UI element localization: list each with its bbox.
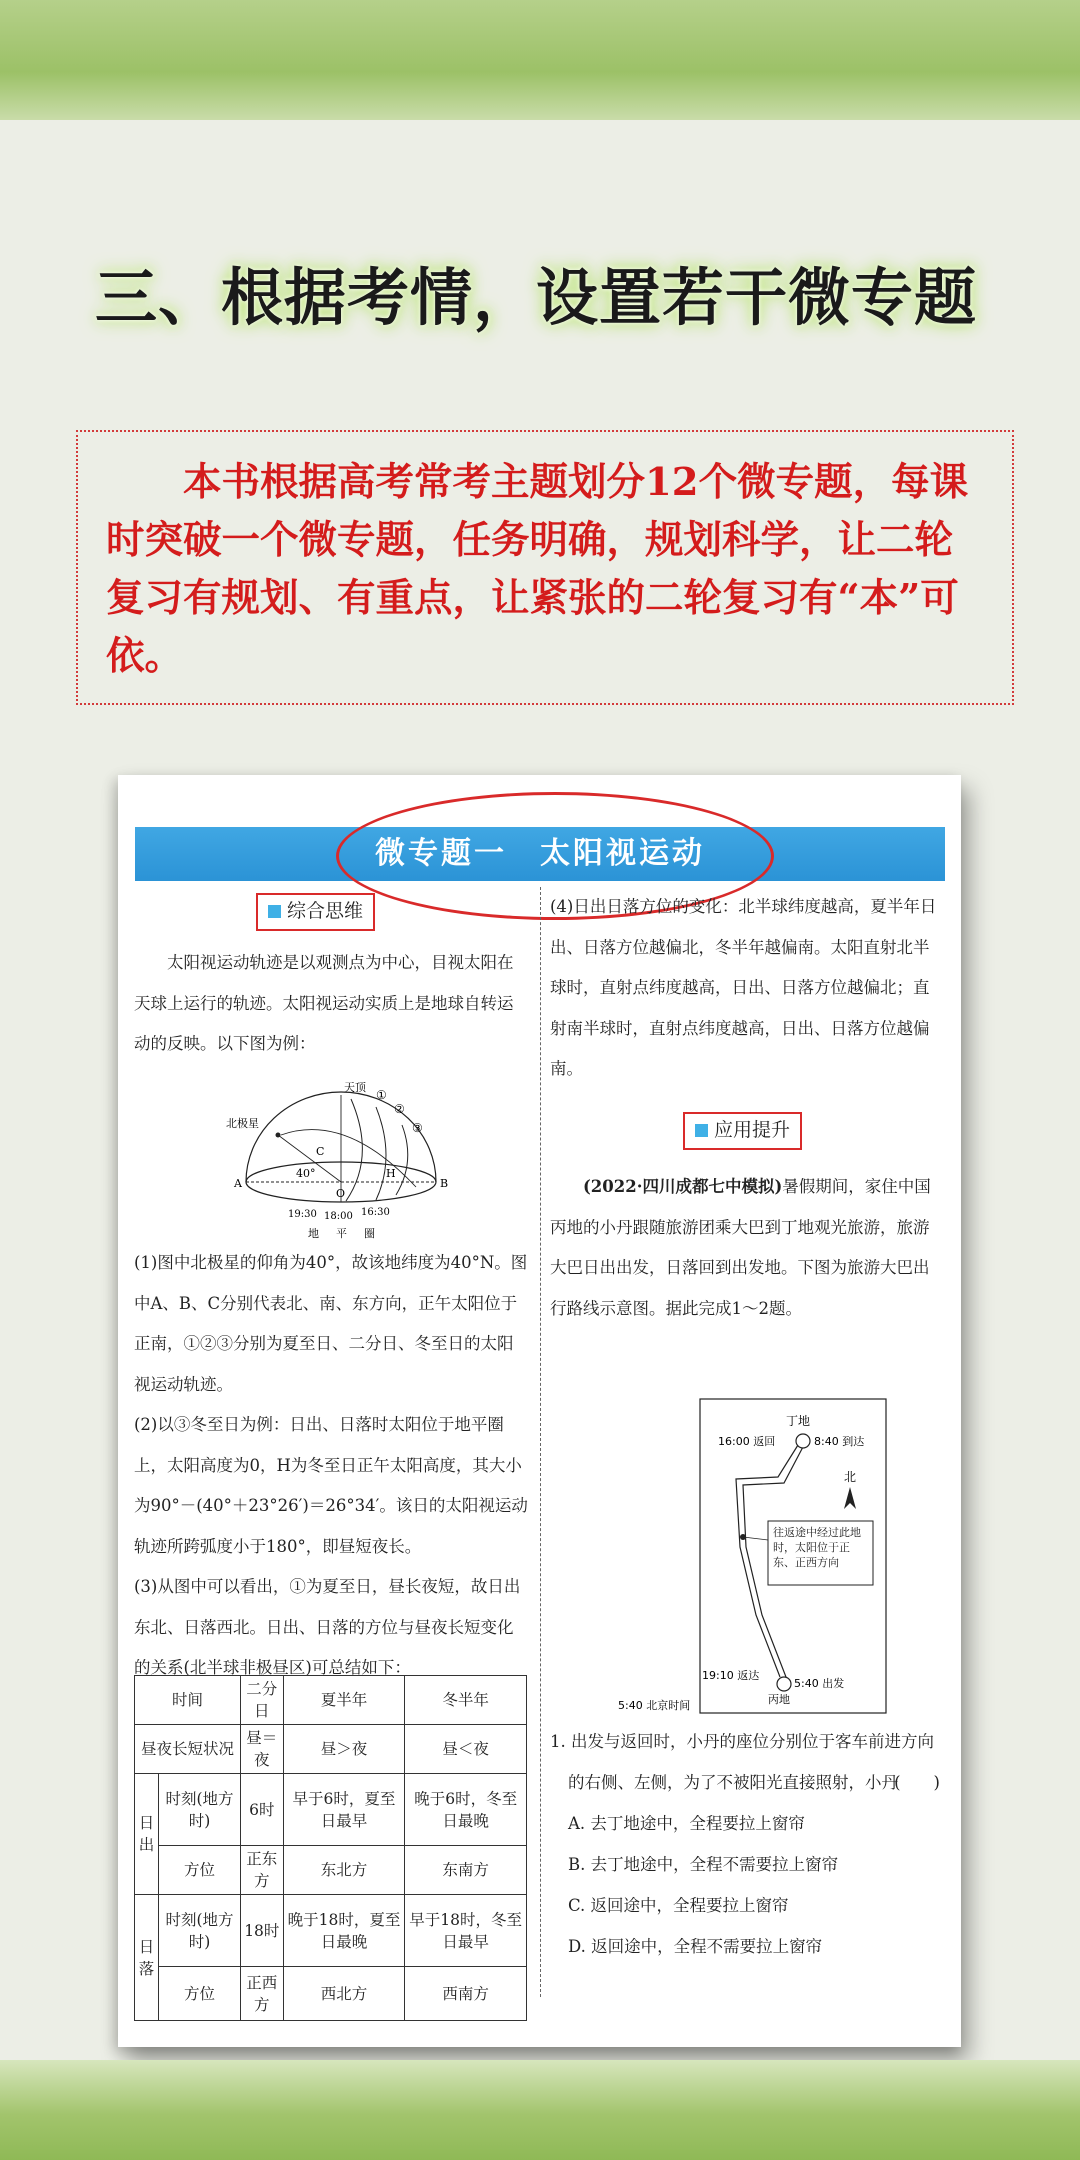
- question-stem: 1. 出发与返回时，小丹的座位分别位于客车前进方向的右侧、左侧，为了不被阳光直接照射，小丹: [550, 1732, 934, 1792]
- table-cell: 日出: [135, 1774, 159, 1895]
- horizon-label: 地 平 圈: [308, 1227, 378, 1240]
- topic-banner: 微专题一 太阳视运动: [135, 827, 945, 881]
- table-row: [135, 1676, 527, 1725]
- circle-2: ②: [394, 1102, 405, 1116]
- tag-application-label: 应用提升: [714, 1119, 791, 1141]
- arrive-time-label: 8:40 到达: [814, 1435, 865, 1448]
- table-cell: 昼＜夜: [405, 1725, 527, 1774]
- sunrise-sunset-table: [134, 1675, 527, 2021]
- point-h: H: [386, 1167, 396, 1180]
- sun-path-figure: [226, 1077, 466, 1242]
- table-cell: 时间: [135, 1676, 241, 1725]
- tag-application: [683, 1112, 802, 1150]
- table-cell: 冬半年: [405, 1676, 527, 1725]
- point-c: C: [316, 1145, 325, 1158]
- table-row: [135, 1846, 527, 1895]
- intro-text: 本书根据高考常考主题划分12个微专题，每课时突破一个微专题，任务明确，规划科学，让二轮复习有规划、有重点，让紧张的二轮复习有“本”可依。: [106, 460, 969, 679]
- north-label: 北: [844, 1470, 857, 1484]
- return-arrive-label: 19:10 返达: [702, 1669, 760, 1682]
- bottom-green-band: [0, 2060, 1080, 2160]
- table-cell: 东北方: [283, 1846, 405, 1895]
- book-page-sample: [118, 775, 961, 2047]
- right-para-2: [550, 1167, 943, 1329]
- time-1800: 18:00: [324, 1211, 353, 1222]
- table-cell: 昼＞夜: [283, 1725, 405, 1774]
- headline: 三、根据考情，设置若干微专题: [95, 261, 978, 334]
- table-cell: 晚于6时，冬至日最晚: [405, 1774, 527, 1846]
- table-cell: 18时: [241, 1895, 284, 1967]
- point-a: A: [234, 1177, 242, 1190]
- polaris-label: 北极星: [226, 1117, 259, 1130]
- zenith-label: 天顶: [344, 1081, 366, 1094]
- route-note-text: 往返途中经过此地时，太阳位于正东、正西方向: [773, 1526, 861, 1569]
- table-cell: 方位: [159, 1846, 241, 1895]
- table-cell: 东南方: [405, 1846, 527, 1895]
- table-cell: 6时: [241, 1774, 284, 1846]
- route-figure: [618, 1397, 928, 1717]
- point-o: O: [336, 1187, 346, 1200]
- table-cell: 二分日: [241, 1676, 284, 1725]
- intro-box: [76, 430, 1014, 705]
- table-cell: 昼夜长短状况: [135, 1725, 241, 1774]
- route-note: [770, 1523, 872, 1585]
- top-green-band: [0, 0, 1080, 120]
- left-para-2: [134, 1243, 529, 1689]
- column-divider: [540, 887, 541, 1997]
- ding-label: 丁地: [786, 1414, 811, 1428]
- square-icon: [268, 905, 281, 918]
- left-para-1-text: 太阳视运动轨迹是以观测点为中心，目视太阳在天球上运行的轨迹。太阳视运动实质上是地球自转运动的反映。以下图为例：: [134, 953, 514, 1053]
- table-cell: 夏半年: [283, 1676, 405, 1725]
- table-cell: 晚于18时，夏至日最晚: [283, 1895, 405, 1967]
- option-a: A. 去丁地途中，全程要拉上窗帘: [568, 1814, 805, 1833]
- right-para-1-text: (4)日出日落方位的变化：北半球纬度越高，夏半年日出、日落方位越偏北，冬半年越偏南。太阳直射北半球时，直射点纬度越高，日出、日落方位越偏北；直射南半球时，直射点纬度越高，日出、日落方位越偏南。: [550, 897, 937, 1078]
- table-cell: 时刻(地方时): [159, 1895, 241, 1967]
- left-para-4-text: (3)从图中可以看出，①为夏至日，昼长夜短，故日出东北、日落西北。日出、日落的方位与昼夜长短变化的关系(北半球非极昼区)可总结如下：: [134, 1577, 521, 1677]
- tag-comprehensive: [256, 893, 375, 931]
- table-cell: 西南方: [405, 1967, 527, 2021]
- point-b: B: [440, 1177, 449, 1190]
- source-label: (2022·四川成都七中模拟): [583, 1177, 783, 1196]
- left-para-2-text: (1)图中北极星的仰角为40°，故该地纬度为40°N。图中A、B、C分别代表北、南、东方向，正午太阳位于正南，①②③分别为夏至日、二分日、冬至日的太阳视运动轨迹。: [134, 1253, 528, 1394]
- left-para-3-text: (2)以③冬至日为例：日出、日落时太阳位于地平圈上，太阳高度为0，H为冬至日正午太阳高度，其大小为90°－(40°＋23°26′)＝26°34′。该日的太阳视运动轨迹所跨弧度小于180°，即昼短夜长。: [134, 1415, 528, 1556]
- table-cell: 西北方: [283, 1967, 405, 2021]
- answer-bracket: ( ): [894, 1773, 940, 1792]
- table-cell: 昼＝夜: [241, 1725, 284, 1774]
- table-row: [135, 1725, 527, 1774]
- table-cell: 早于6时，夏至日最早: [283, 1774, 405, 1846]
- table-cell: 日落: [135, 1895, 159, 2021]
- square-icon: [695, 1124, 708, 1137]
- option-c: C. 返回途中，全程要拉上窗帘: [568, 1896, 789, 1915]
- table-cell: 方位: [159, 1967, 241, 2021]
- table-cell: 早于18时，冬至日最早: [405, 1895, 527, 1967]
- right-para-1: [550, 887, 943, 1090]
- return-time-label: 16:00 返回: [718, 1435, 776, 1448]
- table-row: [135, 1967, 527, 2021]
- time-1630: 16:30: [361, 1207, 390, 1218]
- depart-label: 5:40 出发: [794, 1677, 845, 1690]
- left-para-1: [134, 943, 529, 1065]
- option-d: D. 返回途中，全程不需要拉上窗帘: [568, 1937, 823, 1956]
- circle-3: ③: [412, 1121, 423, 1135]
- table-cell: 时刻(地方时): [159, 1774, 241, 1846]
- beijing-time-label: 5:40 北京时间: [618, 1699, 691, 1712]
- tag-comprehensive-label: 综合思维: [287, 900, 364, 922]
- table-row: [135, 1774, 527, 1846]
- question-1: [550, 1721, 940, 1967]
- bing-label: 丙地: [768, 1693, 790, 1706]
- table-cell: 正东方: [241, 1846, 284, 1895]
- angle-label: 40°: [296, 1167, 316, 1180]
- time-1930: 19:30: [288, 1209, 317, 1220]
- circle-1: ①: [376, 1088, 387, 1102]
- option-b: B. 去丁地途中，全程不需要拉上窗帘: [568, 1855, 839, 1874]
- table-cell: 正西方: [241, 1967, 284, 2021]
- table-row: [135, 1895, 527, 1967]
- right-para-2-text: 暑假期间，家住中国丙地的小丹跟随旅游团乘大巴到丁地观光旅游，旅游大巴日出出发，日落回到出发地。下图为旅游大巴出行路线示意图。据此完成1～2题。: [550, 1177, 931, 1318]
